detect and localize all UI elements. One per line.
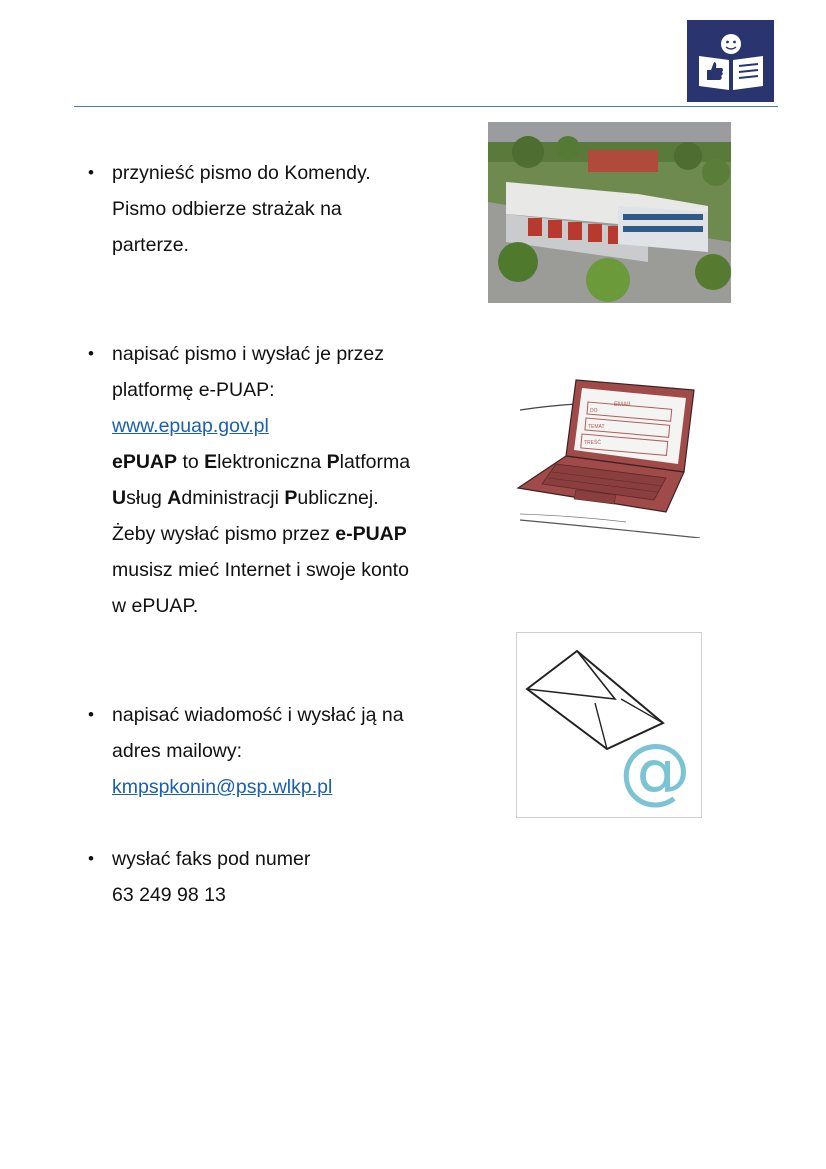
bold-letter: E	[204, 451, 218, 473]
text: to	[177, 451, 205, 473]
email-illustration	[516, 632, 702, 818]
email-link[interactable]: kmpspkonin@psp.wlkp.pl	[112, 776, 333, 798]
fire-station-photo	[488, 122, 731, 303]
text: lektroniczna	[217, 451, 327, 473]
bullet: •	[88, 163, 94, 182]
list-item-email	[88, 697, 448, 805]
header-divider	[74, 106, 778, 107]
envelope-icon	[517, 633, 702, 818]
form-label: DO	[590, 408, 598, 414]
bullet: •	[88, 705, 94, 724]
bold-text: e-PUAP	[335, 523, 407, 545]
text: Żeby wysłać pismo przez	[112, 523, 336, 545]
item-line: przynieść pismo do Komendy.	[112, 162, 371, 184]
laptop-illustration	[516, 352, 702, 538]
easy-read-logo	[687, 20, 774, 102]
item-line: Pismo odbierze strażak na	[112, 198, 342, 220]
item-line: napisać pismo i wysłać je przez	[112, 343, 385, 365]
item-line: platformę e-PUAP:	[112, 379, 275, 401]
form-label: TEMAT	[588, 424, 605, 430]
list-item-epuap	[88, 336, 448, 624]
text: latforma	[339, 451, 411, 473]
bold-letter: A	[167, 487, 182, 509]
item-line: wysłać faks pod numer	[112, 848, 311, 870]
item-line: w ePUAP.	[112, 595, 199, 617]
bullet: •	[88, 849, 94, 868]
bold-letter: P	[284, 487, 298, 509]
form-label: EMAIL	[614, 402, 633, 408]
form-label: TREŚĆ	[584, 440, 601, 446]
item-line: parterze.	[112, 234, 189, 256]
epuap-instruction-line	[112, 516, 448, 552]
epuap-definition-line-1	[112, 444, 448, 480]
at-sign: @	[619, 728, 691, 812]
list-item-deliver-letter	[88, 155, 448, 263]
item-line: musisz mieć Internet i swoje konto	[112, 559, 409, 581]
list-item-fax	[88, 841, 448, 913]
text: dministracji	[181, 487, 285, 509]
bold-letter: P	[326, 451, 340, 473]
item-line: napisać wiadomość i wysłać ją na	[112, 704, 404, 726]
bullet: •	[88, 344, 94, 363]
fax-number: 63 249 98 13	[112, 884, 226, 906]
bold-letter: U	[112, 487, 127, 509]
text: ublicznej.	[297, 487, 379, 509]
easy-read-logo-icon	[687, 20, 774, 102]
text: sług	[126, 487, 168, 509]
epuap-link[interactable]: www.epuap.gov.pl	[112, 415, 269, 437]
epuap-definition-line-2	[112, 480, 448, 516]
bold-text: ePUAP	[112, 451, 178, 473]
item-line: adres mailowy:	[112, 740, 243, 762]
